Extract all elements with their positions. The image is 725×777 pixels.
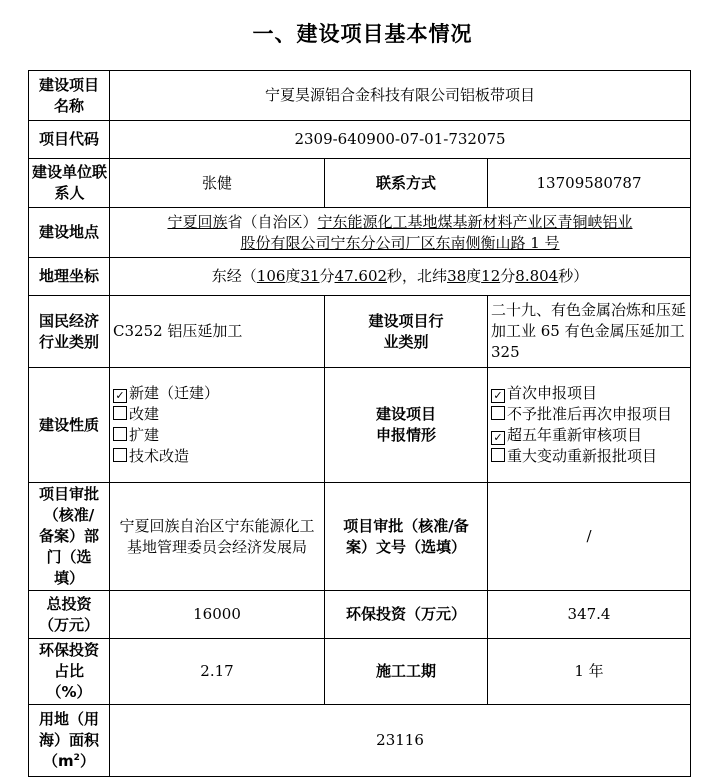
east-second: 47.602 — [334, 267, 388, 285]
location-address: 股份有限公司宁东分公司厂区东南侧衡山路 1 号 — [240, 233, 560, 252]
approval-number-value: / — [488, 483, 691, 591]
checkbox-icon — [113, 406, 127, 420]
approval-dept-label: 项目审批（核准/备案）部门（选填） — [29, 483, 110, 591]
row-coordinates — [29, 258, 691, 296]
checkbox-icon: ✓ — [491, 431, 505, 445]
contact-method-label: 联系方式 — [325, 159, 488, 208]
location-province: 宁夏回族 — [167, 212, 228, 231]
application-option: 不予批准后再次申报项目 — [491, 404, 687, 425]
east-degree: 106 — [256, 267, 286, 285]
row-approval — [29, 483, 691, 591]
env-investment-label: 环保投资（万元） — [325, 591, 488, 639]
row-project-code — [29, 121, 691, 159]
application-option: 重大变动重新报批项目 — [491, 446, 687, 467]
location-area: 宁东能源化工基地煤基新材料产业区青铜峡铝业 — [317, 212, 633, 231]
location-label: 建设地点 — [29, 208, 110, 258]
row-project-name — [29, 71, 691, 121]
contact-person-label: 建设单位联系人 — [29, 159, 110, 208]
nature-option: ✓ 新建（迁建） — [113, 383, 321, 404]
application-option: ✓ 超五年重新审核项目 — [491, 425, 687, 446]
row-location — [29, 208, 691, 258]
application-options — [488, 368, 691, 483]
checkbox-icon — [113, 448, 127, 462]
nature-option: 扩建 — [113, 425, 321, 446]
checkbox-icon — [491, 448, 505, 462]
checkbox-icon: ✓ — [113, 389, 127, 403]
env-ratio-label: 环保投资占比（%） — [29, 639, 110, 705]
industry-value: C3252 铝压延加工 — [110, 296, 325, 368]
contact-method-value: 13709580787 — [488, 159, 691, 208]
approval-number-label: 项目审批（核准/备案）文号（选填） — [325, 483, 488, 591]
industry-label: 国民经济行业类别 — [29, 296, 110, 368]
application-label: 建设项目申报情形 — [325, 368, 488, 483]
checkbox-icon — [491, 406, 505, 420]
nature-option: 技术改造 — [113, 446, 321, 467]
nature-options — [110, 368, 325, 483]
north-second: 8.804 — [515, 267, 559, 285]
row-ratio — [29, 639, 691, 705]
contact-person-value: 张健 — [110, 159, 325, 208]
basic-info-table — [28, 70, 691, 777]
row-area — [29, 705, 691, 777]
coordinates-value: 东经（106度31分47.602秒，北纬38度12分8.804秒） — [110, 258, 691, 296]
project-code-value: 2309-640900-07-01-732075 — [110, 121, 691, 159]
env-ratio-value: 2.17 — [110, 639, 325, 705]
location-province-suffix: 省（自治区） — [227, 212, 318, 231]
page-title: 一、建设项目基本情况 — [252, 22, 473, 46]
total-investment-label: 总投资（万元） — [29, 591, 110, 639]
application-option: ✓ 首次申报项目 — [491, 383, 687, 404]
checkbox-icon: ✓ — [491, 389, 505, 403]
north-minute: 12 — [481, 267, 501, 285]
east-minute: 31 — [300, 267, 320, 285]
location-value — [110, 208, 691, 258]
row-nature — [29, 368, 691, 483]
env-investment-value: 347.4 — [488, 591, 691, 639]
checkbox-icon — [113, 427, 127, 441]
construction-period-value: 1 年 — [488, 639, 691, 705]
row-investment — [29, 591, 691, 639]
land-area-value: 23116 — [110, 705, 691, 777]
construction-period-label: 施工工期 — [325, 639, 488, 705]
row-contact — [29, 159, 691, 208]
project-name-value: 宁夏昊源铝合金科技有限公司铝板带项目 — [110, 71, 691, 121]
project-industry-label: 建设项目行业类别 — [325, 296, 488, 368]
row-industry — [29, 296, 691, 368]
project-name-label: 建设项目名称 — [29, 71, 110, 121]
total-investment-value: 16000 — [110, 591, 325, 639]
approval-dept-value: 宁夏回族自治区宁东能源化工基地管理委员会经济发展局 — [110, 483, 325, 591]
project-code-label: 项目代码 — [29, 121, 110, 159]
nature-option: 改建 — [113, 404, 321, 425]
north-degree: 38 — [447, 267, 467, 285]
project-industry-value: 二十九、有色金属冶炼和压延加工业 65 有色金属压延加工 325 — [488, 296, 691, 368]
coordinates-label: 地理坐标 — [29, 258, 110, 296]
land-area-label: 用地（用 海）面积 $(m^2)$ — [29, 705, 110, 777]
nature-label: 建设性质 — [29, 368, 110, 483]
